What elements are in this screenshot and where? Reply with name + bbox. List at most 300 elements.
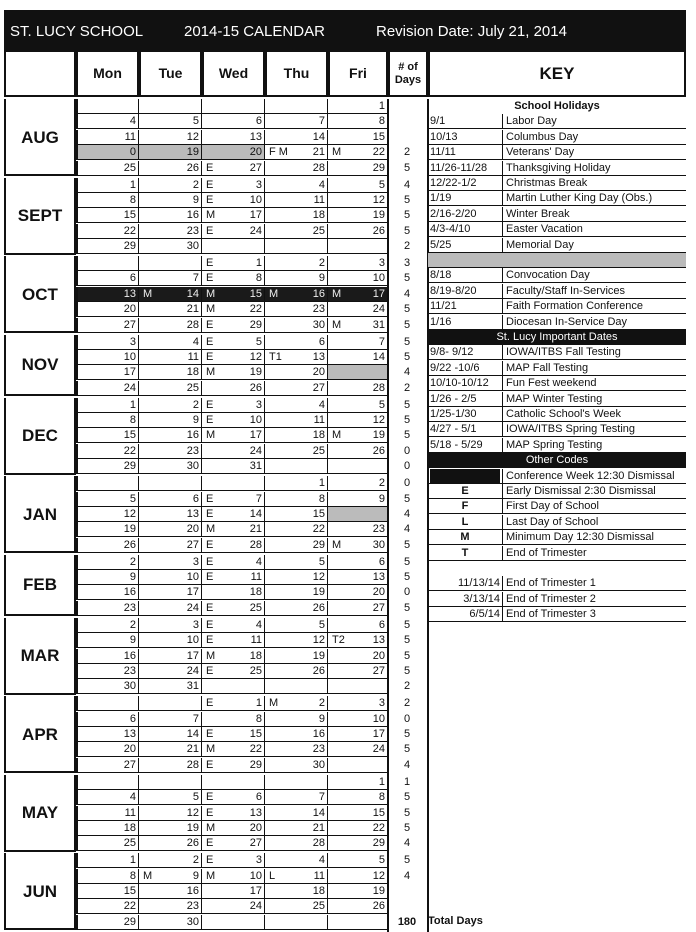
key-trimester-row <box>428 592 686 607</box>
day-cell-jun-tue <box>139 899 202 914</box>
day-cell-may-fri <box>328 821 388 836</box>
days-count: 5 <box>403 649 411 662</box>
day-cell-may-fri <box>328 775 388 790</box>
day-number: 27 <box>123 318 136 331</box>
day-number: 20 <box>249 821 262 834</box>
day-cell-sept-fri <box>328 193 388 208</box>
day-code: M <box>332 538 342 551</box>
days-count: 5 <box>403 538 411 551</box>
day-number: 19 <box>249 366 262 379</box>
key-inservice-row <box>428 315 686 330</box>
day-number: 9 <box>318 272 325 285</box>
day-number: 22 <box>249 303 262 316</box>
day-cell-dec-thu <box>265 398 328 413</box>
day-number: 18 <box>312 429 325 442</box>
day-number: 20 <box>372 649 385 662</box>
day-cell-jan-fri <box>328 507 388 522</box>
day-cell-apr-fri <box>328 727 388 742</box>
day-cell-oct-thu <box>265 256 328 271</box>
day-number: 29 <box>372 837 385 850</box>
key-date: 8/18 <box>430 269 452 282</box>
day-cell-aug-tue <box>139 130 202 145</box>
day-cell-mar-thu <box>265 664 328 679</box>
day-cell-sept-mon <box>76 208 139 223</box>
key-date: 8/19-8/20 <box>430 284 477 297</box>
day-cell-nov-wed <box>202 350 265 365</box>
day-number: 31 <box>249 460 262 473</box>
key-important-row <box>428 422 686 437</box>
key-inservice-row <box>428 268 686 283</box>
days-count: 5 <box>403 728 411 740</box>
day-code: E <box>206 854 214 867</box>
day-number: 6 <box>255 791 262 804</box>
day-cell-jun-mon <box>76 869 139 884</box>
day-code: L <box>269 869 276 882</box>
day-cell-oct-fri <box>328 287 388 302</box>
day-number: 15 <box>312 507 325 520</box>
day-number: 5 <box>378 398 385 411</box>
day-code: M <box>269 287 279 300</box>
key-holiday-row <box>428 238 686 253</box>
day-cell-sept-wed <box>202 193 265 208</box>
day-number: 11 <box>250 634 262 647</box>
day-number: 17 <box>249 429 262 442</box>
key-holiday-row <box>428 176 686 191</box>
day-code: M <box>206 821 216 834</box>
key-trimester-desc: End of Trimester 1 <box>502 576 596 590</box>
day-cell-jan-fri <box>328 522 388 537</box>
day-cell-apr-mon <box>76 742 139 757</box>
day-number: 3 <box>255 178 262 191</box>
day-number: 14 <box>186 728 199 740</box>
key-code: M <box>460 531 470 544</box>
day-number: 4 <box>129 791 136 804</box>
day-cell-jun-thu <box>265 853 328 868</box>
day-number: 11 <box>313 869 325 882</box>
day-cell-nov-mon <box>76 335 139 350</box>
day-cell-feb-fri <box>328 601 388 616</box>
days-count: 5 <box>403 318 411 331</box>
day-number: 26 <box>312 601 325 614</box>
days-count <box>388 114 426 129</box>
day-cell-feb-thu <box>265 585 328 600</box>
day-cell-oct-tue <box>139 271 202 286</box>
days-count: 4 <box>403 287 411 300</box>
header-fri: Fri <box>328 52 388 97</box>
header-wed: Wed <box>202 52 265 97</box>
day-cell-apr-tue <box>139 696 202 711</box>
day-cell-may-tue <box>139 806 202 821</box>
key-date: 11/26-11/28 <box>430 161 488 174</box>
calendar-grid <box>4 52 686 928</box>
day-cell-nov-wed <box>202 381 265 396</box>
day-number: 13 <box>123 287 136 300</box>
day-number: 26 <box>186 837 199 850</box>
day-code: E <box>206 728 214 740</box>
day-number: 31 <box>372 318 385 331</box>
day-number: 12 <box>372 869 385 882</box>
day-cell-may-wed <box>202 821 265 836</box>
day-cell-feb-tue <box>139 555 202 570</box>
key-trimester-desc: End of Trimester 3 <box>502 607 596 621</box>
day-code: E <box>206 664 214 677</box>
day-cell-apr-fri <box>328 712 388 727</box>
key-important-row <box>428 361 686 376</box>
header-thu: Thu <box>265 52 328 97</box>
days-count: 5 <box>403 601 411 614</box>
day-number: 30 <box>186 460 199 473</box>
day-number: 1 <box>255 697 262 710</box>
key-desc: Faculty/Staff In-Services <box>502 284 625 298</box>
day-cell-mar-mon <box>76 649 139 664</box>
day-number: 23 <box>186 224 199 237</box>
day-number: 17 <box>249 885 262 897</box>
day-cell-dec-tue <box>139 413 202 428</box>
month-label-feb: FEB <box>23 575 57 595</box>
day-cell-apr-thu <box>265 727 328 742</box>
day-cell-oct-mon <box>76 318 139 333</box>
day-cell-feb-wed <box>202 555 265 570</box>
days-count: 4 <box>403 178 411 191</box>
day-number: 3 <box>192 555 199 568</box>
day-cell-dec-thu <box>265 413 328 428</box>
day-number: 13 <box>186 507 199 520</box>
day-cell-mar-fri <box>328 679 388 694</box>
day-cell-jan-wed <box>202 538 265 553</box>
day-number: 12 <box>372 414 385 426</box>
day-cell-dec-wed <box>202 444 265 459</box>
key-date: 11/11 <box>430 146 456 159</box>
day-cell-sept-mon <box>76 178 139 193</box>
day-cell-aug-fri <box>328 114 388 129</box>
day-number: 10 <box>186 634 199 647</box>
key-holiday-row <box>428 191 686 206</box>
day-cell-may-wed <box>202 806 265 821</box>
day-number: 1 <box>318 477 325 490</box>
day-cell-apr-wed <box>202 758 265 773</box>
day-number: 2 <box>192 178 199 191</box>
key-date: 10/10-10/12 <box>430 377 489 390</box>
day-number: 27 <box>372 664 385 677</box>
day-number: 28 <box>186 758 199 771</box>
key-gray-band <box>428 253 686 268</box>
day-cell-jan-fri <box>328 538 388 553</box>
key-code <box>430 469 500 483</box>
header-days: # of Days <box>388 52 428 97</box>
key-code-row <box>428 515 686 530</box>
day-code: M <box>143 287 153 300</box>
day-number: 23 <box>123 664 136 677</box>
day-number: 13 <box>372 634 385 647</box>
day-cell-nov-wed <box>202 365 265 380</box>
day-number: 14 <box>249 507 262 520</box>
day-cell-dec-wed <box>202 398 265 413</box>
day-cell-aug-thu <box>265 99 328 114</box>
day-number: 15 <box>123 429 136 442</box>
day-cell-nov-fri <box>328 350 388 365</box>
days-count: 5 <box>403 224 411 237</box>
day-cell-aug-fri <box>328 161 388 176</box>
day-code: E <box>206 538 214 551</box>
day-cell-jan-fri <box>328 492 388 507</box>
day-cell-dec-fri <box>328 413 388 428</box>
day-number: 30 <box>186 240 199 253</box>
day-cell-apr-thu <box>265 742 328 757</box>
day-cell-dec-fri <box>328 428 388 443</box>
days-count: 5 <box>403 664 411 677</box>
key-date: 4/3-4/10 <box>430 223 471 236</box>
day-cell-oct-mon <box>76 256 139 271</box>
day-cell-sept-wed <box>202 208 265 223</box>
day-cell-may-fri <box>328 790 388 805</box>
day-number: 4 <box>192 335 199 348</box>
day-number: 16 <box>186 429 199 442</box>
days-count: 2 <box>403 381 411 394</box>
key-desc: Martin Luther King Day (Obs.) <box>502 191 652 205</box>
day-cell-apr-thu <box>265 758 328 773</box>
month-label-sept: SEPT <box>17 206 63 225</box>
day-cell-jan-mon <box>76 538 139 553</box>
day-number: 30 <box>312 758 325 771</box>
key-desc: IOWA/ITBS Spring Testing <box>502 422 635 436</box>
days-count: 2 <box>403 240 411 253</box>
day-number: 5 <box>378 178 385 191</box>
key-code-row <box>428 469 686 484</box>
day-number: 21 <box>312 146 325 159</box>
key-desc: Thanksgiving Holiday <box>502 161 611 175</box>
day-number: 19 <box>372 429 385 442</box>
key-desc: Catholic School's Week <box>502 407 621 421</box>
day-code: M <box>143 869 153 882</box>
day-number: 19 <box>186 821 199 834</box>
day-cell-sept-tue <box>139 208 202 223</box>
day-cell-jan-tue <box>139 492 202 507</box>
day-cell-nov-tue <box>139 365 202 380</box>
day-cell-sept-wed <box>202 224 265 239</box>
day-number: 18 <box>249 649 262 662</box>
day-cell-mar-thu <box>265 618 328 633</box>
day-number: 24 <box>186 601 199 614</box>
day-number: 20 <box>123 743 136 756</box>
header-mon: Mon <box>76 52 139 97</box>
day-cell-oct-thu <box>265 318 328 333</box>
day-cell-apr-tue <box>139 742 202 757</box>
day-cell-feb-tue <box>139 585 202 600</box>
day-cell-aug-mon <box>76 130 139 145</box>
day-number: 22 <box>249 743 262 756</box>
day-number: 28 <box>186 318 199 331</box>
day-cell-dec-mon <box>76 398 139 413</box>
key-desc: MAP Spring Testing <box>502 438 602 452</box>
day-cell-sept-thu <box>265 239 328 254</box>
day-cell-sept-thu <box>265 193 328 208</box>
day-cell-sept-thu <box>265 208 328 223</box>
key-important-row <box>428 392 686 407</box>
day-number: 29 <box>123 915 136 928</box>
day-cell-nov-mon <box>76 381 139 396</box>
key-desc: Christmas Break <box>502 176 587 190</box>
day-cell-aug-mon <box>76 114 139 129</box>
day-cell-oct-fri <box>328 318 388 333</box>
day-number: 17 <box>372 728 385 740</box>
day-code: M <box>332 146 342 159</box>
day-cell-mar-fri <box>328 664 388 679</box>
day-cell-sept-thu <box>265 224 328 239</box>
day-code: E <box>206 555 214 568</box>
key-inservice-row <box>428 299 686 314</box>
calendar-title: 2014-15 CALENDAR <box>184 23 325 40</box>
day-code: E <box>206 414 214 426</box>
day-number: 3 <box>378 257 385 269</box>
header-tue: Tue <box>139 52 202 97</box>
day-cell-jan-tue <box>139 507 202 522</box>
key-desc: Convocation Day <box>502 268 590 282</box>
day-number: 24 <box>372 303 385 316</box>
days-count: 5 <box>403 791 411 804</box>
key-code-desc: End of Trimester <box>502 546 587 560</box>
day-code: E <box>206 161 214 174</box>
day-number: 19 <box>186 146 199 159</box>
day-cell-apr-mon <box>76 712 139 727</box>
day-number: 26 <box>186 161 199 174</box>
day-number: 7 <box>378 335 385 348</box>
day-number: 2 <box>378 477 385 490</box>
day-cell-jan-tue <box>139 476 202 491</box>
day-number: 30 <box>186 915 199 928</box>
day-number: 23 <box>123 601 136 614</box>
day-number: 23 <box>312 303 325 316</box>
day-code: E <box>206 350 214 363</box>
day-number: 26 <box>312 664 325 677</box>
day-number: 25 <box>312 444 325 457</box>
day-cell-apr-fri <box>328 696 388 711</box>
month-label-dec: DEC <box>22 426 58 446</box>
day-cell-apr-tue <box>139 758 202 773</box>
day-cell-sept-fri <box>328 178 388 193</box>
day-cell-jan-thu <box>265 476 328 491</box>
day-cell-jun-wed <box>202 853 265 868</box>
day-number: 30 <box>123 680 136 693</box>
key-codes-title: Other Codes <box>428 453 686 468</box>
day-number: 19 <box>312 586 325 599</box>
day-cell-jun-wed <box>202 899 265 914</box>
day-cell-aug-wed <box>202 145 265 160</box>
month-label-nov: NOV <box>21 355 59 375</box>
day-number: 7 <box>318 791 325 804</box>
day-code: E <box>206 257 214 269</box>
day-cell-may-thu <box>265 836 328 851</box>
day-number: 22 <box>372 821 385 834</box>
days-count: 5 <box>403 618 411 631</box>
day-code: E <box>206 272 214 285</box>
day-cell-jan-thu <box>265 522 328 537</box>
month-label-aug: AUG <box>21 127 59 147</box>
day-number: 6 <box>318 335 325 348</box>
day-number: 13 <box>312 350 325 363</box>
key-trimester-row <box>428 607 686 622</box>
title-bar <box>4 10 686 52</box>
day-number: 1 <box>129 398 136 411</box>
day-cell-feb-mon <box>76 601 139 616</box>
day-number: 8 <box>318 492 325 505</box>
days-count: 5 <box>403 398 411 411</box>
day-number: 28 <box>312 161 325 174</box>
day-number: 25 <box>123 837 136 850</box>
day-cell-jan-wed <box>202 476 265 491</box>
days-count: 4 <box>403 507 411 520</box>
day-number: 12 <box>186 806 199 819</box>
day-number: 15 <box>123 209 136 222</box>
key-important-row <box>428 407 686 422</box>
day-cell-oct-mon <box>76 287 139 302</box>
day-code: M <box>206 366 216 379</box>
days-count: 0 <box>403 460 411 473</box>
key-important-row <box>428 376 686 391</box>
day-number: 19 <box>123 523 136 536</box>
day-number: 16 <box>312 728 325 740</box>
day-cell-apr-fri <box>328 742 388 757</box>
days-count: 5 <box>403 634 411 647</box>
day-number: 29 <box>372 161 385 174</box>
day-number: 14 <box>186 287 199 300</box>
header-key: KEY <box>428 52 686 97</box>
key-trimester-date: 3/13/14 <box>463 592 500 605</box>
key-holiday-row <box>428 222 686 237</box>
day-cell-feb-mon <box>76 585 139 600</box>
day-number: 13 <box>249 130 262 143</box>
day-cell-aug-thu <box>265 130 328 145</box>
day-cell-mar-fri <box>328 649 388 664</box>
day-cell-jan-fri <box>328 476 388 491</box>
day-number: 24 <box>249 900 262 913</box>
day-cell-dec-wed <box>202 413 265 428</box>
day-number: 20 <box>249 146 262 159</box>
key-date: 12/22-1/2 <box>430 177 477 189</box>
day-cell-apr-wed <box>202 696 265 711</box>
days-count <box>388 884 426 899</box>
day-code: E <box>206 507 214 520</box>
day-cell-oct-wed <box>202 318 265 333</box>
day-cell-sept-tue <box>139 193 202 208</box>
day-cell-may-mon <box>76 806 139 821</box>
day-cell-oct-wed <box>202 302 265 317</box>
key-date: 5/18 - 5/29 <box>430 438 483 451</box>
day-number: 18 <box>312 885 325 897</box>
day-cell-aug-mon <box>76 145 139 160</box>
day-code: M <box>332 318 342 331</box>
day-cell-sept-tue <box>139 239 202 254</box>
day-cell-jun-thu <box>265 899 328 914</box>
day-cell-aug-fri <box>328 145 388 160</box>
day-cell-jun-mon <box>76 853 139 868</box>
day-number: 11 <box>313 193 325 206</box>
day-cell-jan-thu <box>265 507 328 522</box>
day-number: 29 <box>249 318 262 331</box>
day-number: 23 <box>312 743 325 756</box>
day-cell-jun-tue <box>139 869 202 884</box>
day-cell-mar-tue <box>139 649 202 664</box>
day-cell-sept-tue <box>139 224 202 239</box>
day-number: 3 <box>255 854 262 867</box>
day-cell-feb-tue <box>139 570 202 585</box>
day-code: E <box>206 178 214 191</box>
day-cell-nov-mon <box>76 365 139 380</box>
key-date: 1/25-1/30 <box>430 408 477 420</box>
day-cell-aug-wed <box>202 114 265 129</box>
key-trimester-row <box>428 576 686 591</box>
day-number: 6 <box>192 492 199 505</box>
day-code: M <box>206 209 216 222</box>
